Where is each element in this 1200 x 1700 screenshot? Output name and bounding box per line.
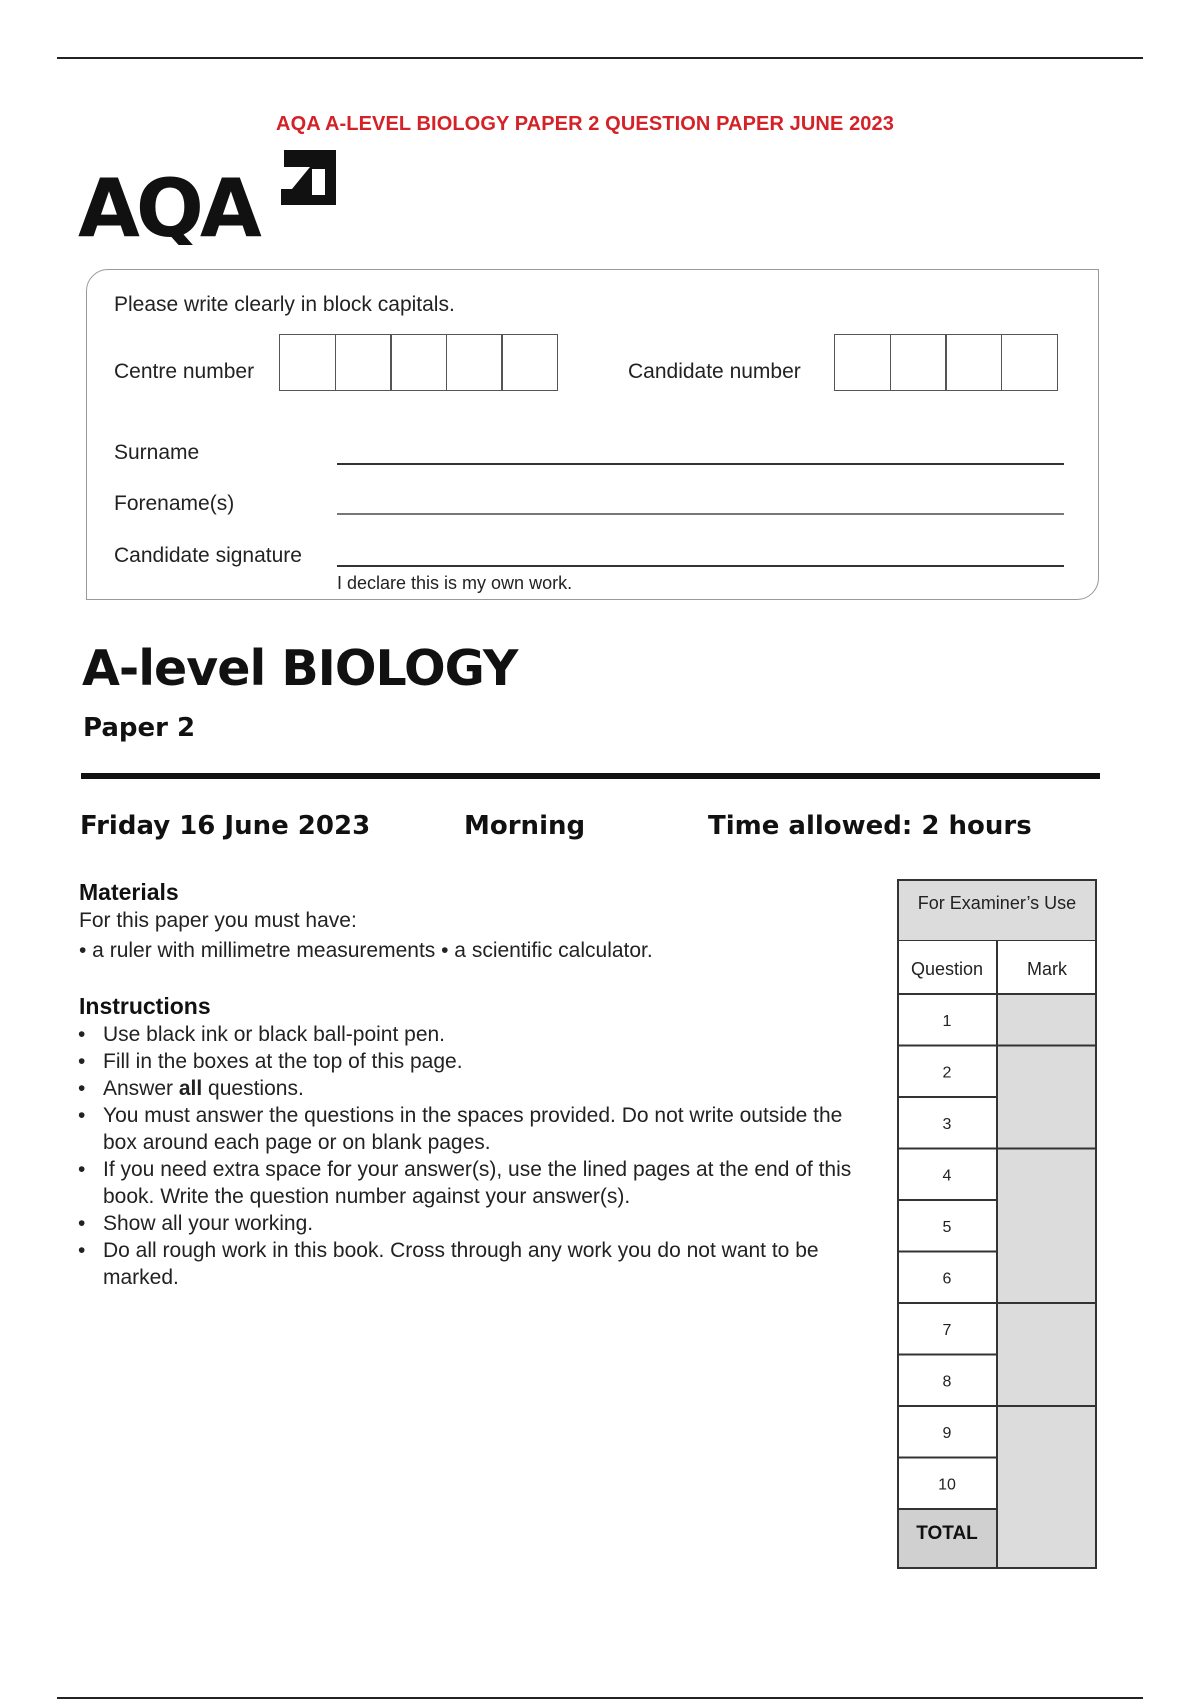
mark-column-header: Mark [1027,959,1067,979]
forename-label: Forename(s) [114,492,235,515]
instruction-text: Fill in the boxes at the top of this page. [103,1050,463,1073]
instruction-text: Answer [103,1077,179,1100]
question-number: 2 [942,1064,952,1082]
bullet: • [78,1050,86,1073]
aqa-logo [78,145,348,245]
candidate-number-label: Candidate number [628,360,801,383]
bullet: • [78,1023,86,1046]
candidate-digit-box[interactable] [834,334,891,391]
surname-label: Surname [114,441,200,464]
centre-number-boxes [279,334,558,391]
instruction-item [78,1237,878,1291]
forename-line[interactable] [337,513,1064,515]
bullet: • [78,1239,86,1262]
candidate-digit-box[interactable] [945,334,1002,391]
question-number: 3 [942,1115,952,1133]
instruction-text: You must answer the questions in the spaces provided. Do not write outside the box around each page or on blank pages. [103,1104,843,1154]
candidate-number-boxes [834,334,1058,391]
examiner-grid [897,940,1097,1572]
block-capitals-instruction: Please write clearly in block capitals. [114,293,455,316]
instruction-item [78,1102,878,1156]
instruction-text: Do all rough work in this book. Cross through any work you do not want to be marked. [103,1239,819,1289]
total-label: TOTAL [916,1523,978,1544]
centre-digit-box[interactable] [501,334,558,391]
paper-title: A-level BIOLOGY [82,640,518,697]
instruction-item [78,1075,878,1102]
instructions-heading: Instructions [79,993,211,1019]
instruction-item [78,1156,878,1210]
signature-label: Candidate signature [114,544,302,567]
instruction-text: Use black ink or black ball-point pen. [103,1023,446,1046]
instructions-list [78,1021,878,1291]
question-number: 8 [942,1373,952,1391]
centre-number-label: Centre number [114,360,255,383]
question-number: 1 [942,1012,952,1030]
document-heading: AQA A-LEVEL BIOLOGY PAPER 2 QUESTION PAPER JUNE 2023 [276,113,894,135]
question-number: 7 [942,1321,952,1339]
question-number: 10 [938,1476,956,1494]
title-rule [81,773,1100,779]
bullet: • [78,1104,86,1127]
materials-items: • a ruler with millimetre measurements • a scientific calculator. [79,939,653,962]
declaration-text: I declare this is my own work. [337,573,573,593]
question-number: 4 [942,1167,952,1185]
mark-column-fill [997,994,1097,1569]
instruction-item [78,1021,878,1048]
signature-line[interactable] [337,565,1064,567]
examiner-table-header: For Examiner’s Use [897,879,1097,940]
question-column-header: Question [910,959,984,979]
centre-digit-box[interactable] [446,334,503,391]
surname-line[interactable] [337,463,1064,465]
exam-date: Friday 16 June 2023 [80,811,371,841]
question-number: 6 [942,1270,952,1288]
instruction-item [78,1210,878,1237]
question-number: 5 [942,1218,952,1236]
centre-digit-box[interactable] [390,334,447,391]
paper-subtitle: Paper 2 [83,713,196,743]
bottom-rule [57,1697,1143,1699]
top-rule [57,57,1143,59]
exam-session: Morning [464,811,586,841]
instruction-emphasis: all [178,1077,203,1100]
materials-intro: For this paper you must have: [79,909,357,932]
centre-digit-box[interactable] [335,334,392,391]
bullet: • [78,1158,86,1181]
svg-text:AQA: AQA [78,162,258,245]
candidate-digit-box[interactable] [1001,334,1058,391]
bullet: • [78,1077,86,1100]
candidate-digit-box[interactable] [890,334,947,391]
bullet: • [78,1212,86,1235]
instruction-text: If you need extra space for your answer(s), use the lined pages at the end of this book. Write the question number against your answer(s). [103,1158,852,1208]
materials-heading: Materials [79,879,179,905]
centre-digit-box[interactable] [279,334,336,391]
time-allowed: Time allowed: 2 hours [708,811,1032,841]
instruction-text: questions. [202,1077,304,1100]
examiner-use-table [897,879,1097,1572]
instruction-item [78,1048,878,1075]
question-number: 9 [942,1424,952,1442]
instruction-text: Show all your working. [103,1212,314,1235]
